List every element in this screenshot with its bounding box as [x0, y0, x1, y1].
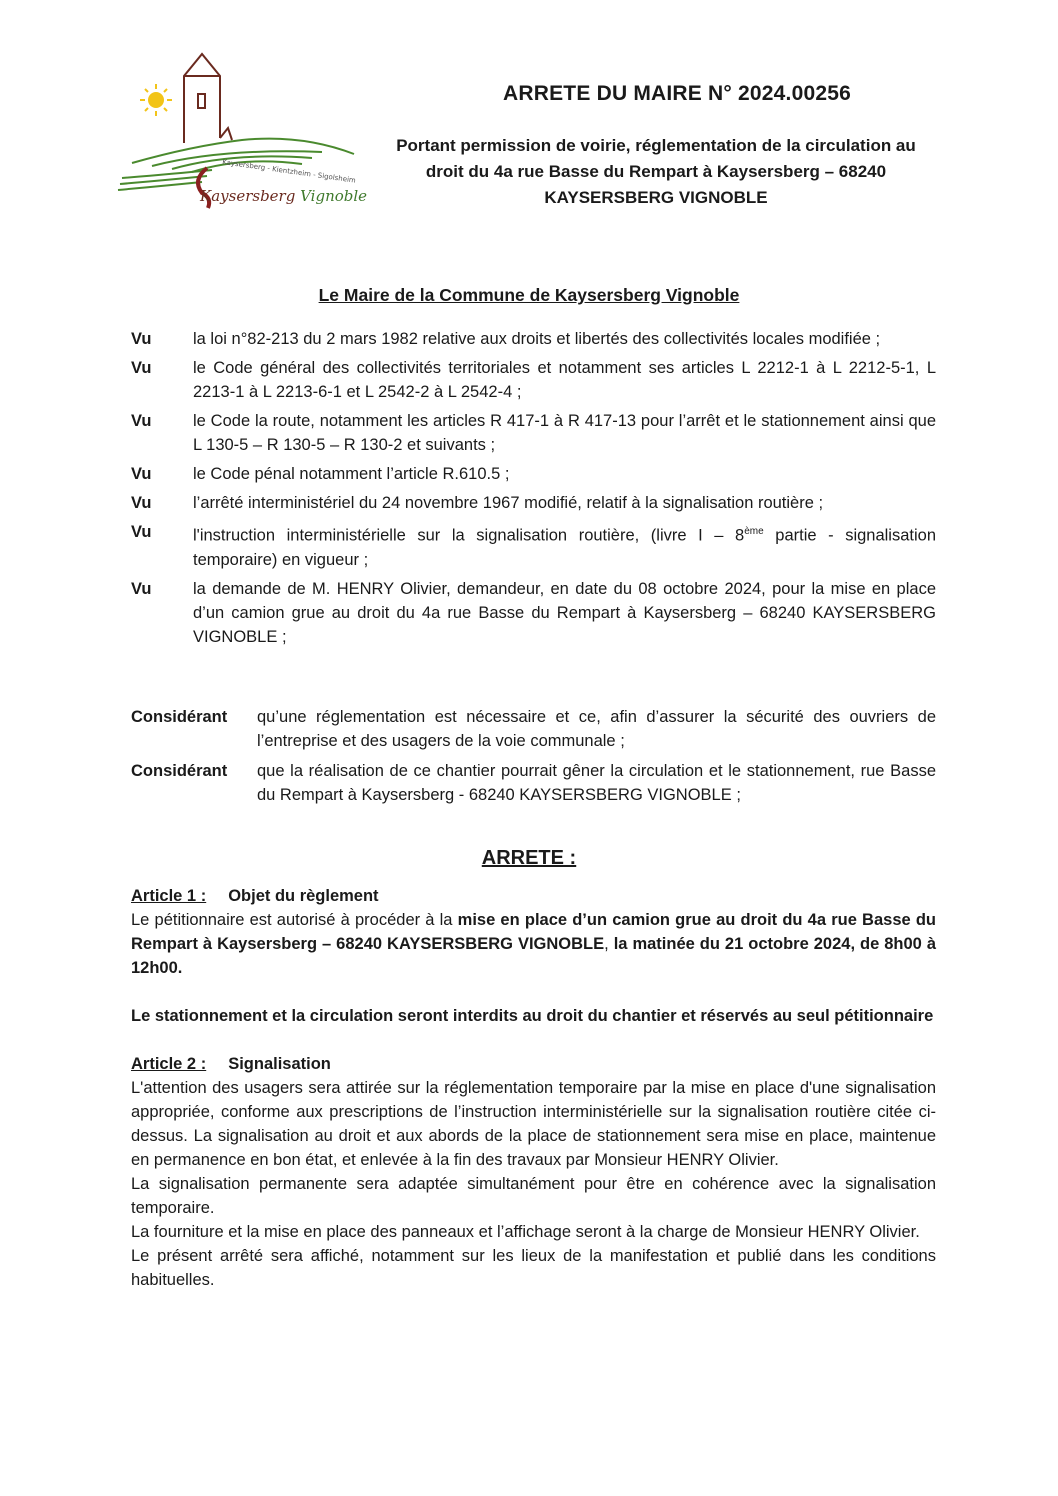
sun-icon: [140, 84, 172, 116]
vu-item: [131, 356, 936, 404]
logo-brand-text: [200, 184, 367, 208]
vu-label: Vu: [131, 359, 152, 377]
article-1-separator: ,: [604, 935, 614, 953]
vu-text: le Code général des collectivités territoriales et notamment ses articles L 2212-1 à L 2212-5-1, L 2213-1 à L 2213-6-1 et L 2542-2 à L 2542-4 ;: [193, 359, 936, 401]
vu-list: [131, 327, 936, 654]
article-2-paragraph: L'attention des usagers sera attirée sur la réglementation temporaire par la mise en place d'une signalisation appropriée, conforme aux prescriptions de l’instruction interministérielle sur la signalisation routière citée ci-dessus. La signalisation au droit et aux abords de la place de stationnement sera mise en place, maintenue en permanence en bon état, et enlevée à la fin des travaux par Monsieur HENRY Olivier.: [131, 1079, 936, 1169]
vu-item: [131, 462, 936, 486]
logo-brand-kaysersberg: Kaysersberg: [200, 187, 296, 205]
vu-item: [131, 520, 936, 572]
considerant-text: que la réalisation de ce chantier pourrait gêner la circulation et le stationnement, rue Basse du Rempart à Kaysersberg - 68240 KAYSERSBERG VIGNOBLE ;: [257, 762, 936, 804]
vu-text: le Code la route, notamment les articles R 417-1 à R 417-13 pour l’arrêt et le stationnement ainsi que L 130-5 – R 130-5 – R 130-2 et suivants ;: [193, 412, 936, 454]
article-1-title: Objet du règlement: [228, 887, 379, 905]
article-2-number: Article 2 :: [131, 1055, 207, 1073]
vu-item: [131, 409, 936, 457]
considerant-label: Considérant: [131, 762, 228, 780]
article-2-heading: [131, 1052, 936, 1076]
article-1-number: Article 1 :: [131, 887, 207, 905]
vu-label: Vu: [131, 330, 152, 348]
logo-brand-vignoble: Vignoble: [300, 187, 368, 205]
vu-item: [131, 327, 936, 351]
document-subtitle: Portant permission de voirie, réglementation de la circulation au droit du 4a rue Basse du Rempart à Kaysersberg – 68240 KAYSERSBERG VIGNOBLE: [396, 136, 916, 207]
article-1-heading: [131, 884, 936, 908]
considerant-item: [131, 759, 936, 807]
vu-text: l’arrêté interministériel du 24 novembre 1967 modifié, relatif à la signalisation routière ;: [193, 494, 824, 512]
article-1-bold-text: mise en place d’un camion grue au droit du 4a rue Basse du Rempart à Kaysersberg – 68240 KAYSERSBERG VIGNOBLE: [131, 911, 936, 953]
vu-item: [131, 491, 936, 515]
article-2-paragraph: Le présent arrêté sera affiché, notamment sur les lieux de la manifestation et publié dans les conditions habituelles.: [131, 1247, 936, 1289]
vu-text: l'instruction interministérielle sur la signalisation routière, (livre I – 8ème partie - signalisation temporaire) en vigueur ;: [193, 526, 937, 569]
considerant-label: Considérant: [131, 708, 228, 726]
vu-label: Vu: [131, 494, 152, 512]
article-2-paragraph: La fourniture et la mise en place des panneaux et l’affichage seront à la charge de Monsieur HENRY Olivier.: [131, 1223, 920, 1241]
document-title: ARRETE DU MAIRE N° 2024.00256: [503, 82, 851, 105]
mayor-heading: Le Maire de la Commune de Kaysersberg Vignoble: [318, 285, 740, 305]
arrete-heading: ARRETE :: [481, 847, 577, 869]
articles-section: [131, 884, 936, 1292]
considerant-text: qu’une réglementation est nécessaire et ce, afin d’assurer la sécurité des ouvriers de l’entreprise et des usagers de la voie communale ;: [257, 708, 936, 750]
article-2-paragraph: La signalisation permanente sera adaptée simultanément pour être en cohérence avec la signalisation temporaire.: [131, 1175, 936, 1217]
vu-item: [131, 577, 936, 649]
article-1-restriction: Le stationnement et la circulation seront interdits au droit du chantier et réservés au seul pétitionnaire: [131, 1007, 934, 1025]
tower-icon: [184, 54, 232, 143]
article-1-paragraph: [131, 908, 936, 980]
considerant-list: [131, 705, 936, 813]
article-1-text: Le pétitionnaire est autorisé à procéder à la: [131, 911, 458, 929]
considerant-item: [131, 705, 936, 753]
article-1-date-text: la matinée du 21 octobre 2024, de 8h00 à 12h00.: [131, 935, 937, 977]
vu-label: Vu: [131, 523, 152, 541]
vu-label: Vu: [131, 465, 152, 483]
vu-label: Vu: [131, 412, 152, 430]
vu-label: Vu: [131, 579, 152, 598]
vu-text: la loi n°82-213 du 2 mars 1982 relative aux droits et libertés des collectivités locales modifiée ;: [193, 330, 881, 348]
vu-text: la demande de M. HENRY Olivier, demandeur, en date du 08 octobre 2024, pour la mise en place d’un camion grue au droit du 4a rue Basse du Rempart à Kaysersberg – 68240 KAYSERSBERG VIGNOBLE ;: [193, 579, 936, 646]
vu-text: le Code pénal notamment l’article R.610.5 ;: [193, 465, 510, 483]
article-2-title: Signalisation: [228, 1055, 331, 1073]
logo-villages: Kaysersberg - Kientzheim - Sigolsheim: [221, 158, 357, 185]
